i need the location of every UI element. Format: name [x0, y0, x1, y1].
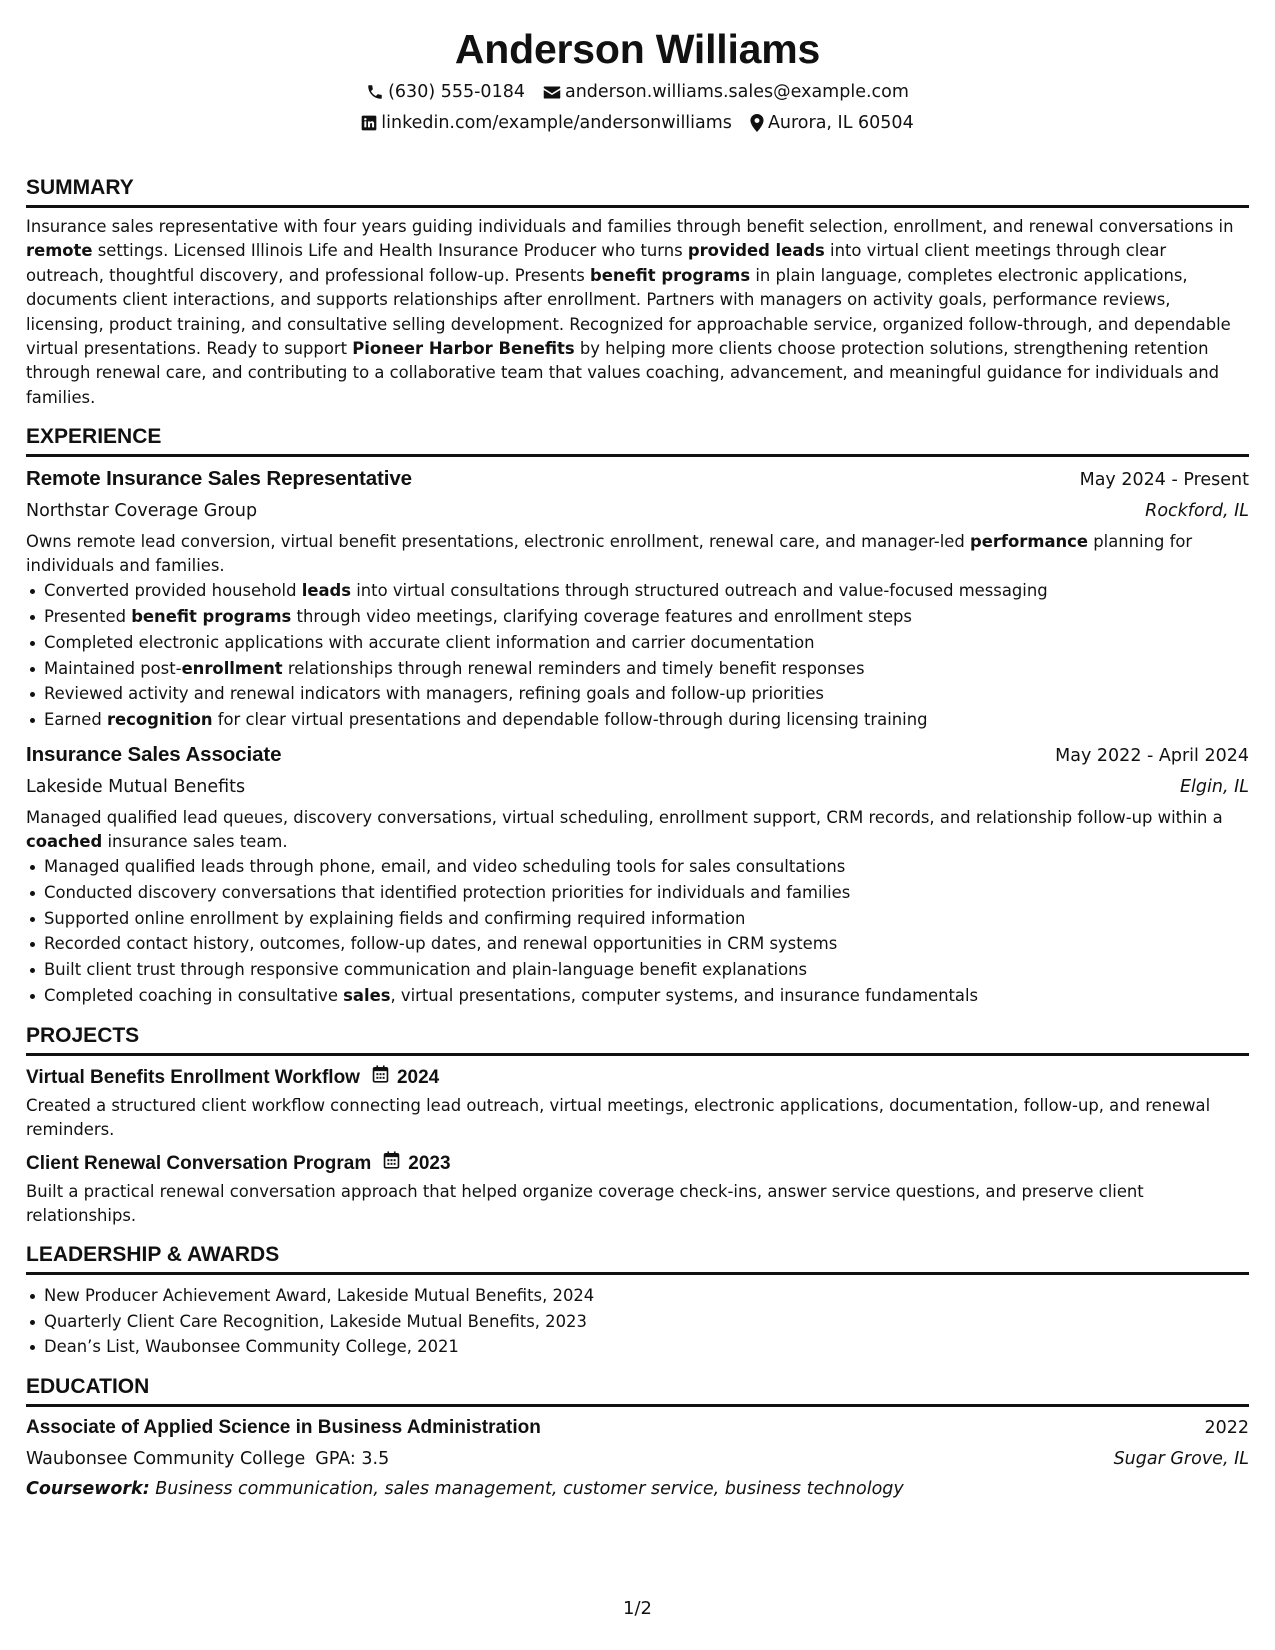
text-segment: Converted provided household [44, 581, 302, 601]
linkedin-contact[interactable] [361, 111, 732, 135]
job-title: Insurance Sales Associate [26, 743, 282, 767]
phone-contact [366, 80, 525, 104]
leadership-section [26, 1242, 1249, 1360]
job-list [26, 464, 1249, 1009]
list-item [26, 931, 1249, 957]
emphasis-text: enrollment [181, 658, 283, 678]
calendar-icon [383, 1150, 400, 1178]
text-segment: Earned [44, 710, 107, 730]
summary-keyword: benefit programs [590, 265, 751, 285]
text-segment: into virtual consultations through structured outreach and value-focused messaging [351, 581, 1048, 601]
job-bullets [26, 854, 1249, 1009]
list-item [26, 604, 1249, 630]
map-pin-icon [750, 114, 764, 132]
summary-segment: Insurance sales representative with four years guiding individuals and families through benefit selection, enrollment, and renewal conversations in [26, 217, 1234, 236]
job-entry [26, 740, 1249, 1009]
experience-section [26, 424, 1249, 1009]
list-item [26, 630, 1249, 656]
email-contact[interactable] [543, 80, 909, 104]
section-title-leadership: LEADERSHIP & AWARDS [26, 1242, 1249, 1275]
award-item: New Producer Achievement Award, Lakeside Mutual Benefits, 2024 [26, 1283, 1249, 1309]
linkedin-url[interactable]: linkedin.com/example/andersonwilliams [381, 113, 732, 133]
project-description: Created a structured client workflow connecting lead outreach, virtual meetings, electronic applications, documentation, follow-up, and renewal reminders. [26, 1095, 1211, 1139]
project-description: Built a practical renewal conversation approach that helped organize coverage check-ins, answer service questions, and preserve client relationships. [26, 1181, 1144, 1225]
award-list [26, 1283, 1249, 1360]
school-name: Waubonsee Community College [26, 1449, 306, 1470]
job-description [26, 530, 1249, 578]
location-contact [750, 111, 914, 135]
job-dates: May 2024 - Present [1079, 470, 1249, 491]
project-year-group [383, 1150, 450, 1178]
email-address[interactable]: anderson.williams.sales@example.com [564, 82, 909, 102]
text-segment: Presented [44, 607, 132, 627]
list-item [26, 656, 1249, 682]
job-title: Remote Insurance Sales Representative [26, 467, 412, 491]
coursework [26, 1475, 1249, 1503]
text-segment: Built client trust through responsive communication and plain-language benefit explanations [44, 960, 808, 980]
emphasis-text: benefit programs [131, 607, 292, 627]
envelope-icon [543, 85, 561, 100]
project-year: 2024 [396, 1066, 440, 1088]
list-item [26, 578, 1249, 604]
text-segment: Maintained post- [44, 658, 182, 678]
job-description [26, 806, 1249, 854]
phone-icon [366, 83, 384, 101]
calendar-icon [372, 1064, 389, 1092]
emphasis-text: recognition [106, 710, 213, 730]
summary-keyword: provided leads [687, 241, 825, 261]
projects-section [26, 1023, 1249, 1228]
job-entry [26, 464, 1249, 733]
project-year-group [372, 1064, 439, 1092]
section-title-summary: SUMMARY [26, 175, 1249, 208]
award-item: Dean’s List, Waubonsee Community College, 2021 [26, 1334, 1249, 1360]
degree-title: Associate of Applied Science in Business Administration [26, 1417, 541, 1439]
gpa: GPA: 3.5 [315, 1449, 390, 1470]
job-header [26, 740, 1249, 771]
text-segment: , virtual presentations, computer systems, and insurance fundamentals [390, 986, 979, 1006]
text-segment: relationships through renewal reminders and timely benefit responses [282, 658, 865, 678]
project-name: Client Renewal Conversation Program [26, 1152, 372, 1174]
job-location: Rockford, IL [1145, 501, 1249, 522]
text-segment: Completed electronic applications with accurate client information and carrier documentation [44, 632, 815, 652]
text-segment: for clear virtual presentations and dependable follow-through during licensing training [212, 710, 928, 730]
text-segment: Conducted discovery conversations that identified protection priorities for individuals and families [44, 882, 851, 902]
section-title-experience: EXPERIENCE [26, 424, 1249, 457]
list-item [26, 707, 1249, 733]
list-item [26, 880, 1249, 906]
job-header [26, 464, 1249, 495]
school-info [26, 1445, 389, 1473]
school-row [26, 1443, 1249, 1473]
job-location: Elgin, IL [1179, 777, 1249, 798]
text-segment: Supported online enrollment by explaining fields and confirming required information [44, 908, 746, 928]
coursework-label: Coursework: [26, 1479, 150, 1500]
degree-row [26, 1413, 1249, 1443]
summary-segment: in plain language, completes electronic applications, documents client interactions, and supports relationships after enrollment. Partners with managers on activity goals, performance reviews, licensing, product training, and consultative selling development. Recognized for approachable service, organized follow-through, and dependable virtual presentations. Ready to support [26, 265, 1231, 359]
job-bullets [26, 578, 1249, 733]
summary-keyword: remote [26, 241, 93, 261]
linkedin-icon [361, 115, 377, 131]
section-title-education: EDUCATION [26, 1374, 1249, 1407]
project-entry [26, 1150, 1249, 1228]
award-item: Quarterly Client Care Recognition, Lakeside Mutual Benefits, 2023 [26, 1309, 1249, 1335]
list-item [26, 854, 1249, 880]
project-entry [26, 1064, 1249, 1142]
text-segment: insurance sales team. [102, 832, 288, 852]
text-segment: planning for individuals and families. [26, 532, 1193, 576]
job-subheader [26, 771, 1249, 801]
summary-segment: settings. Licensed Illinois Life and Health Insurance Producer who turns [92, 241, 688, 261]
summary-segment: into virtual client meetings through clear outreach, thoughtful discovery, and professional follow-up. Presents [26, 241, 1167, 285]
location-text: Aurora, IL 60504 [767, 113, 914, 133]
text-segment: Owns remote lead conversion, virtual benefit presentations, electronic enrollment, renewal care, and manager-led [26, 532, 970, 552]
list-item [26, 957, 1249, 983]
emphasis-text: coached [26, 832, 103, 852]
text-segment: Reviewed activity and renewal indicators with managers, refining goals and follow-up priorities [44, 684, 824, 704]
company-name: Lakeside Mutual Benefits [26, 777, 246, 798]
contact-row-2 [26, 111, 1249, 135]
summary-text [26, 215, 1249, 410]
text-segment: through video meetings, clarifying coverage features and enrollment steps [291, 607, 912, 627]
contact-row-1 [26, 80, 1249, 104]
summary-keyword: Pioneer Harbor Benefits [352, 339, 575, 359]
education-section [26, 1374, 1249, 1503]
project-name: Virtual Benefits Enrollment Workflow [26, 1066, 360, 1088]
section-title-projects: PROJECTS [26, 1023, 1249, 1056]
page-number: 1/2 [623, 1598, 652, 1619]
resume-page [0, 26, 1275, 1650]
project-header [26, 1150, 1249, 1178]
list-item [26, 906, 1249, 932]
text-segment: Recorded contact history, outcomes, follow-up dates, and renewal opportunities in CRM systems [44, 934, 838, 954]
emphasis-text: sales [343, 986, 391, 1006]
text-segment: Managed qualified lead queues, discovery conversations, virtual scheduling, enrollment support, CRM records, and relationship follow-up within a [26, 808, 1223, 828]
candidate-name: Anderson Williams [454, 26, 821, 72]
graduation-year: 2022 [1204, 1418, 1249, 1439]
emphasis-text: leads [301, 581, 351, 601]
text-segment: Managed qualified leads through phone, email, and video scheduling tools for sales consultations [44, 857, 846, 877]
text-segment: Completed coaching in consultative [44, 986, 344, 1006]
school-location: Sugar Grove, IL [1113, 1449, 1249, 1470]
list-item [26, 983, 1249, 1009]
summary-section [26, 175, 1249, 410]
project-list [26, 1064, 1249, 1228]
job-subheader [26, 495, 1249, 525]
project-header [26, 1064, 1249, 1092]
emphasis-text: performance [969, 532, 1089, 552]
summary-segment: by helping more clients choose protection solutions, strengthening retention through renewal care, and contributing to a collaborative team that values coaching, advancement, and meaningful guidance for individuals and families. [26, 339, 1220, 407]
job-dates: May 2022 - April 2024 [1055, 746, 1249, 767]
project-year: 2023 [408, 1152, 451, 1174]
list-item [26, 681, 1249, 707]
phone-number: (630) 555-0184 [388, 82, 525, 102]
company-name: Northstar Coverage Group [26, 501, 258, 522]
coursework-text: Business communication, sales management, customer service, business technology [155, 1479, 904, 1500]
